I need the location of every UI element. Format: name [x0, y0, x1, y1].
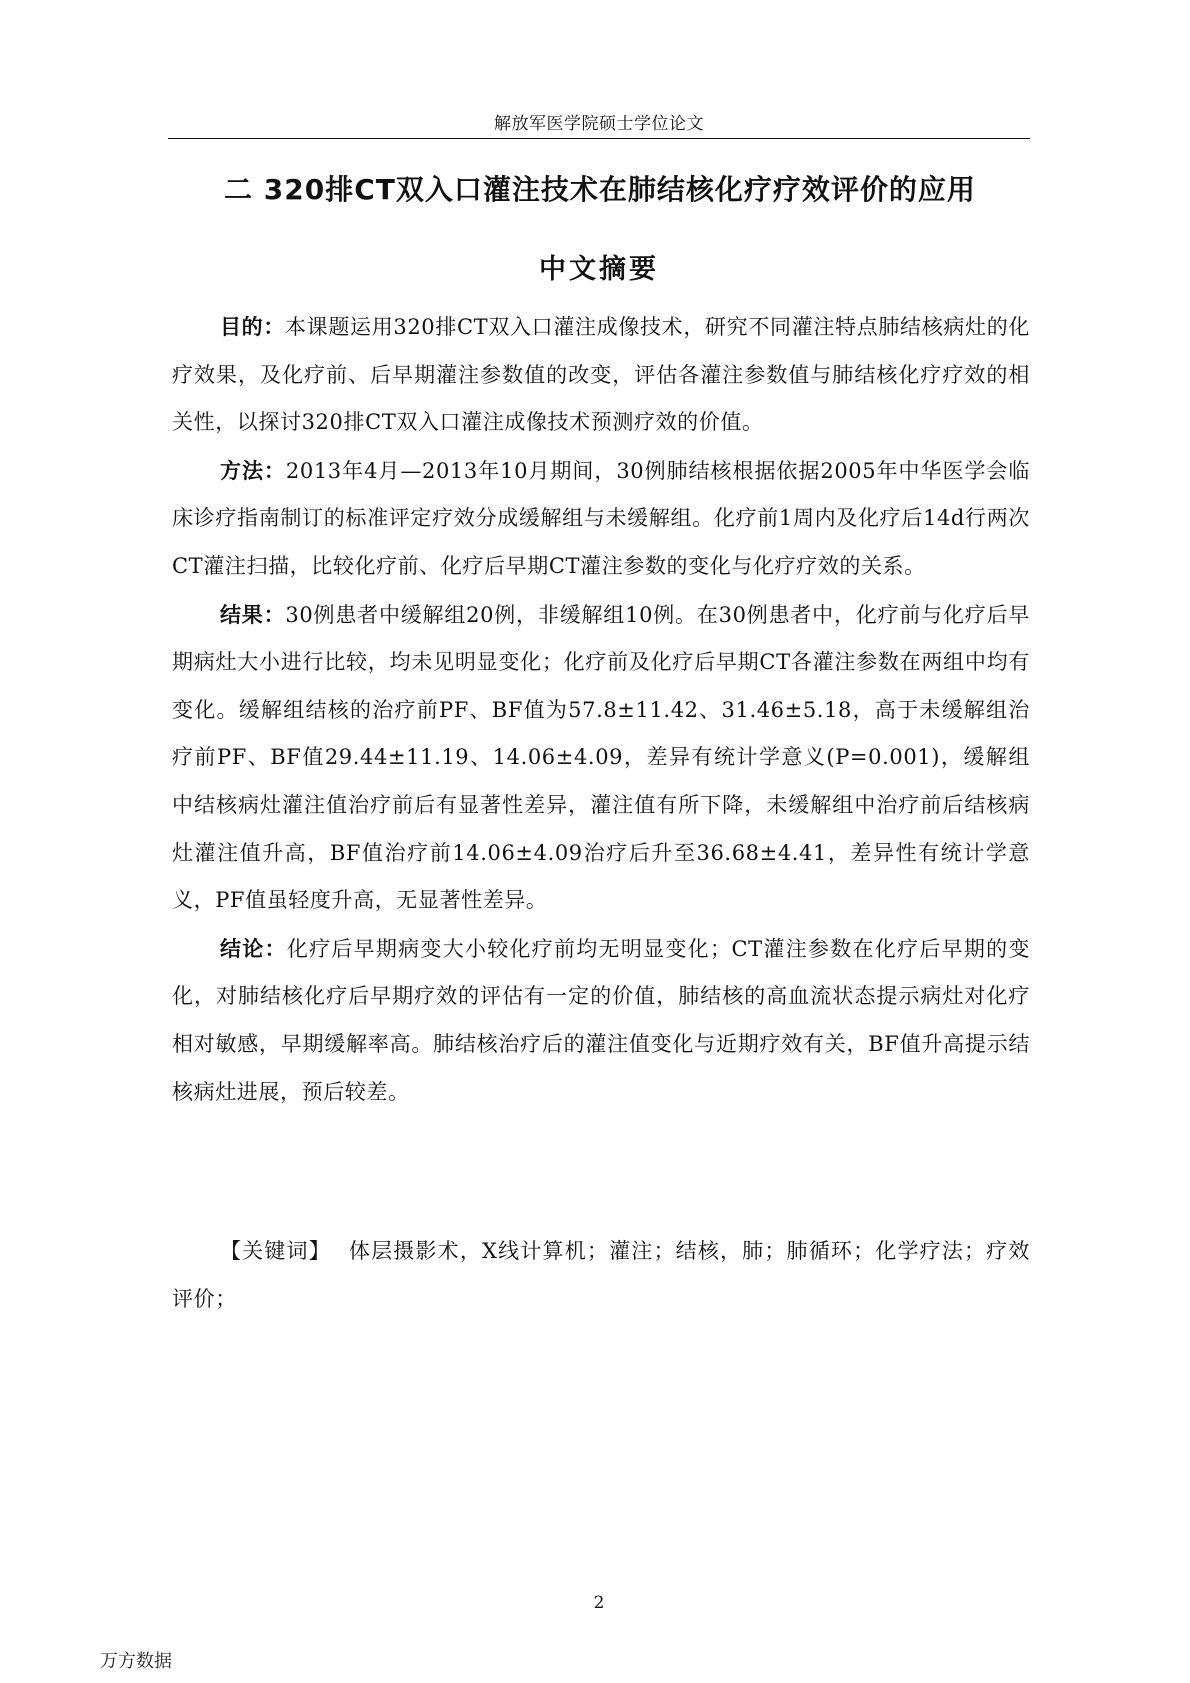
objective-label: 目的：: [220, 314, 286, 339]
watermark: 万方数据: [100, 1651, 172, 1672]
chapter-title: 二 320排CT双入口灌注技术在肺结核化疗疗效评价的应用: [224, 173, 976, 206]
conclusion-paragraph: [172, 925, 1030, 1116]
results-text: 30例患者中缓解组20例，非缓解组10例。在30例患者中，化疗前与化疗后早期病灶大小进行比较，均未见明显变化；化疗前及化疗后早期CT各灌注参数在两组中均有变化。缓解组结核的治疗前PF、BF值为57.8±11.42、31.46±5.18，高于未缓解组治疗前PF、BF值29.44±11.19、14.06±4.09，差异有统计学意义(P=0.001)，缓解组中结核病灶灌注值治疗前后有显著性差异，灌注值有所下降，未缓解组中治疗前后结核病灶灌注值升高，BF值治疗前14.06±4.09治疗后升至36.68±4.41，差异性有统计学意义，PF值虽轻度升高，无显著性差异。: [172, 602, 1030, 913]
running-header: 解放军医学院硕士学位论文: [494, 114, 704, 134]
objective-paragraph: [172, 303, 1030, 447]
conclusion-text: 化疗后早期病变大小较化疗前均无明显变化；CT灌注参数在化疗后早期的变化，对肺结核化疗后早期疗效的评估有一定的价值，肺结核的高血流状态提示病灶对化疗相对敏感，早期缓解率高。肺结核治疗后的灌注值变化与近期疗效有关，BF值升高提示结核病灶进展，预后较差。: [172, 936, 1030, 1104]
abstract-body: [172, 303, 1030, 1116]
conclusion-label: 结论：: [220, 935, 287, 961]
page-number: 2: [593, 1593, 605, 1613]
results-paragraph: [172, 591, 1030, 925]
section-title: 中文摘要: [539, 254, 659, 285]
results-label: 结果：: [220, 601, 286, 627]
methods-paragraph: [172, 447, 1030, 591]
keywords-text: 体层摄影术，X线计算机；灌注；结核，肺；肺循环；化学疗法；疗效评价；: [172, 1239, 1030, 1311]
header-rule: [168, 138, 1030, 139]
methods-label: 方法：: [220, 457, 286, 483]
methods-text: 2013年4月—2013年10月期间，30例肺结核根据依据2005年中华医学会临床诊疗指南制订的标准评定疗效分成缓解组与未缓解组。化疗前1周内及化疗后14d行两次CT灌注扫描，比较化疗前、化疗后早期CT灌注参数的变化与化疗疗效的关系。: [172, 458, 1030, 578]
keywords-label: 【关键词】: [220, 1239, 331, 1263]
keywords-paragraph: [172, 1228, 1030, 1323]
objective-text: 本课题运用320排CT双入口灌注成像技术，研究不同灌注特点肺结核病灶的化疗效果，及化疗前、后早期灌注参数值的改变，评估各灌注参数值与肺结核化疗疗效的相关性，以探讨320排CT双入口灌注成像技术预测疗效的价值。: [172, 315, 1030, 435]
